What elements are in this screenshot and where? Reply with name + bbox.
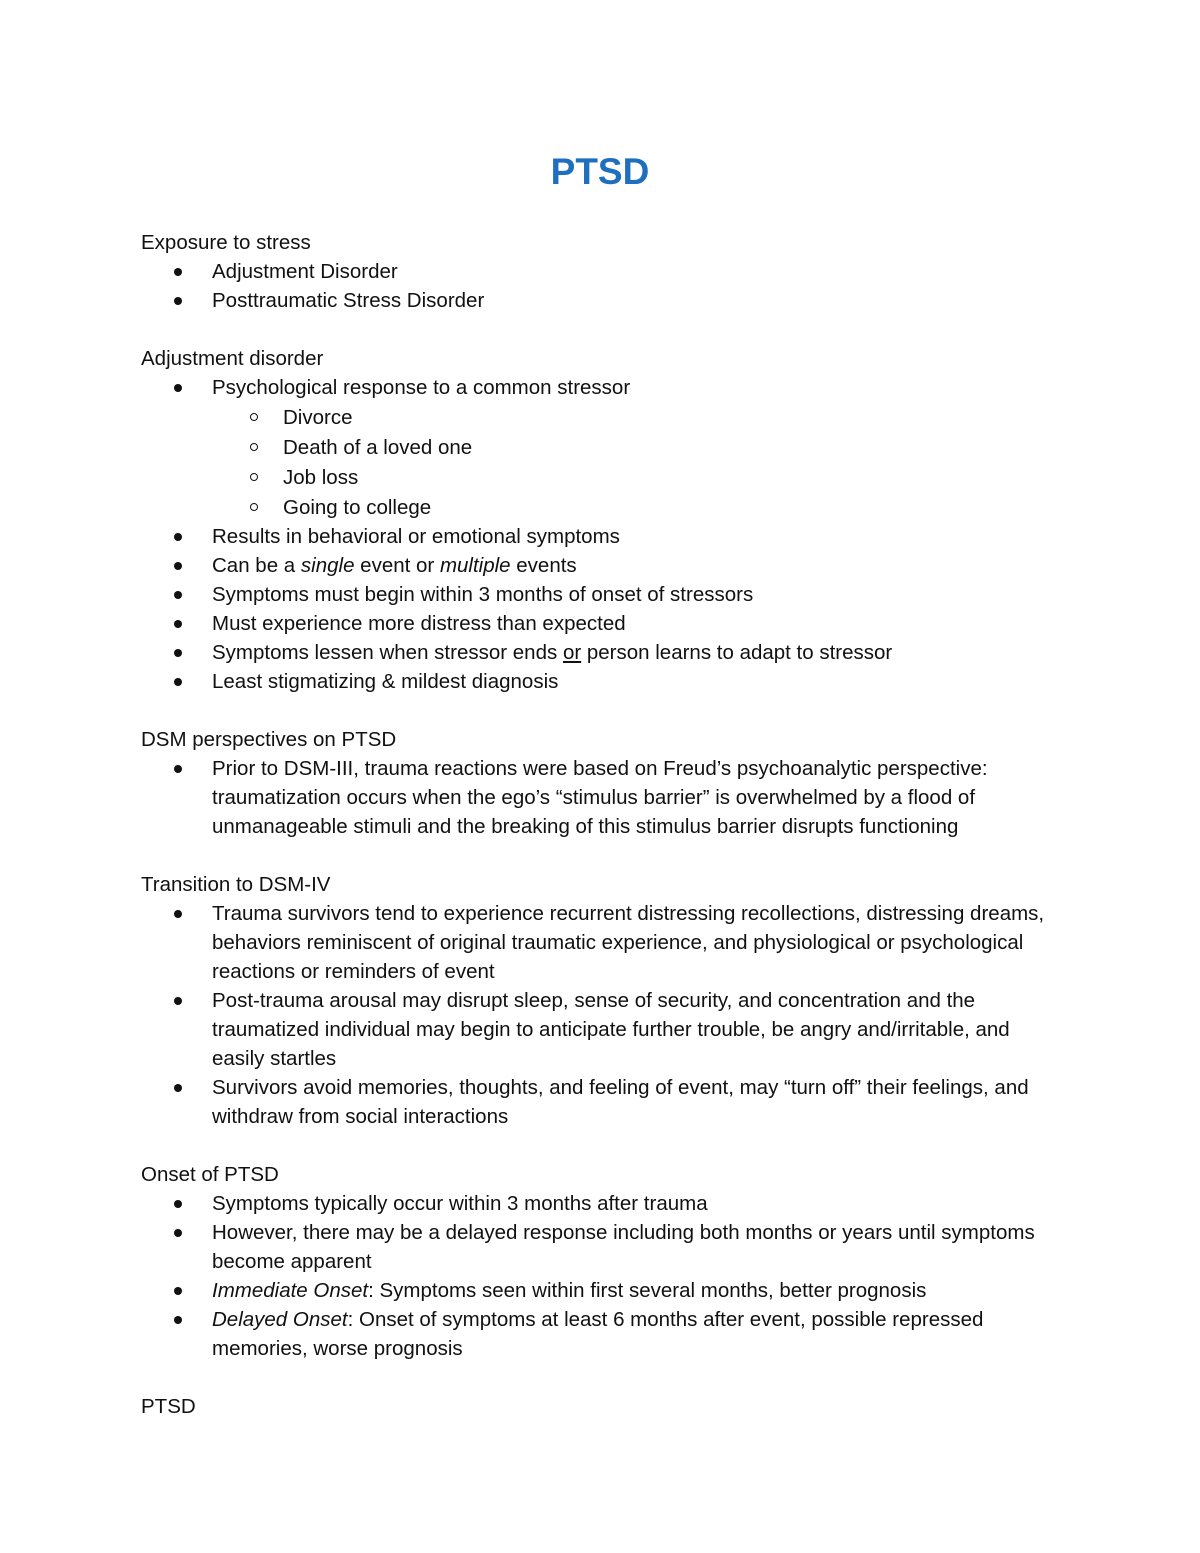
bullet-text-part: event or — [354, 554, 440, 577]
document-title: PTSD — [550, 151, 650, 192]
bullet-item — [212, 580, 1061, 609]
bullet-item — [212, 609, 1061, 638]
bullet-icon — [174, 1287, 182, 1295]
bullet-text-part: single — [300, 554, 355, 577]
sub-bullet-text: Divorce — [283, 406, 353, 429]
bullet-icon — [174, 1084, 182, 1092]
bullet-item — [212, 1276, 1061, 1305]
section-heading: Transition to DSM-IV — [141, 873, 331, 896]
sub-bullet-text: Death of a loved one — [283, 436, 473, 459]
sub-bullet-item — [283, 433, 1061, 462]
bullet-text-part: Delayed Onset — [212, 1308, 348, 1331]
bullet-text: Adjustment Disorder — [212, 260, 398, 283]
bullet-icon — [174, 1316, 182, 1324]
bullet-text: Survivors avoid memories, thoughts, and feeling of event, may “turn off” their feelings, and withdraw from social interactions — [212, 1076, 1029, 1128]
bullet-text: Symptoms must begin within 3 months of onset of stressors — [212, 583, 754, 606]
bullet-text: Posttraumatic Stress Disorder — [212, 289, 485, 312]
section — [141, 228, 1061, 315]
section — [141, 344, 1061, 696]
document-body — [141, 228, 1061, 1450]
sub-bullet-item — [283, 493, 1061, 522]
section — [141, 725, 1061, 841]
section-heading: Adjustment disorder — [141, 347, 324, 370]
bullet-icon — [174, 678, 182, 686]
bullet-text: Results in behavioral or emotional symptoms — [212, 525, 620, 548]
bullet-text: Prior to DSM-III, trauma reactions were based on Freud’s psychoanalytic perspective: traumatization occurs when the ego’s “stimulus barrier” is overwhelmed by a flood of unmanageable stimuli and the breaking of this stimulus barrier disrupts functioning — [212, 757, 988, 838]
bullet-text: Must experience more distress than expected — [212, 612, 626, 635]
bullet-text: Symptoms typically occur within 3 months after trauma — [212, 1192, 708, 1215]
bullet-text-part: Symptoms lessen when stressor ends — [212, 641, 563, 664]
bullet-item — [212, 1218, 1061, 1276]
bullet-text: Post-trauma arousal may disrupt sleep, sense of security, and concentration and the traumatized individual may begin to anticipate further trouble, be angry and/irritable, and easily startles — [212, 989, 1010, 1070]
hollow-bullet-icon — [250, 443, 258, 451]
bullet-icon — [174, 562, 182, 570]
bullet-icon — [174, 297, 182, 305]
bullet-text-part: Immediate Onset — [212, 1279, 369, 1302]
bullet-item — [212, 257, 1061, 286]
bullet-text-part: person learns to adapt to stressor — [581, 641, 893, 664]
bullet-item — [212, 638, 1061, 667]
bullet-icon — [174, 268, 182, 276]
bullet-icon — [174, 1229, 182, 1237]
section-heading: PTSD — [141, 1395, 196, 1418]
bullet-item — [212, 286, 1061, 315]
bullet-text-part: : Onset of symptoms at least 6 months after event, possible repressed memories, worse prognosis — [212, 1308, 984, 1360]
bullet-list — [141, 373, 1061, 696]
bullet-text-part: multiple — [439, 554, 511, 577]
bullet-text: Least stigmatizing & mildest diagnosis — [212, 670, 559, 693]
bullet-item — [212, 754, 1061, 841]
bullet-item — [212, 1073, 1061, 1131]
section-heading: Exposure to stress — [141, 231, 311, 254]
section — [141, 1392, 1061, 1421]
bullet-text: However, there may be a delayed response including both months or years until symptoms become apparent — [212, 1221, 1035, 1273]
bullet-item — [212, 373, 1061, 522]
bullet-list — [141, 257, 1061, 315]
bullet-list — [141, 899, 1061, 1131]
bullet-text-part: : Symptoms seen within first several months, better prognosis — [368, 1279, 927, 1302]
bullet-list — [141, 1189, 1061, 1363]
bullet-icon — [174, 649, 182, 657]
bullet-item — [212, 1305, 1061, 1363]
bullet-text-part: or — [562, 641, 582, 664]
sub-bullet-item — [283, 463, 1061, 492]
bullet-text-part: events — [510, 554, 577, 577]
bullet-icon — [174, 620, 182, 628]
bullet-item — [212, 899, 1061, 986]
bullet-icon — [174, 1200, 182, 1208]
sub-bullet-text: Going to college — [283, 496, 432, 519]
bullet-list — [141, 754, 1061, 841]
bullet-icon — [174, 910, 182, 918]
section — [141, 870, 1061, 1131]
bullet-text: Trauma survivors tend to experience recurrent distressing recollections, distressing dreams, behaviors reminiscent of original traumatic experience, and physiological or psychological reactions or reminders of event — [212, 902, 1045, 983]
bullet-item — [212, 551, 1061, 580]
bullet-text: Psychological response to a common stressor — [212, 376, 631, 399]
bullet-icon — [174, 533, 182, 541]
bullet-item — [212, 667, 1061, 696]
sub-bullet-item — [283, 403, 1061, 432]
bullet-item — [212, 522, 1061, 551]
hollow-bullet-icon — [250, 503, 258, 511]
bullet-icon — [174, 384, 182, 392]
section — [141, 1160, 1061, 1363]
bullet-item — [212, 986, 1061, 1073]
bullet-item — [212, 1189, 1061, 1218]
bullet-icon — [174, 591, 182, 599]
section-heading: Onset of PTSD — [141, 1163, 279, 1186]
bullet-icon — [174, 765, 182, 773]
section-heading: DSM perspectives on PTSD — [141, 728, 397, 751]
sub-bullet-text: Job loss — [283, 466, 359, 489]
bullet-text-part: Can be a — [212, 554, 301, 577]
sub-bullet-list — [212, 403, 1061, 522]
hollow-bullet-icon — [250, 473, 258, 481]
hollow-bullet-icon — [250, 413, 258, 421]
bullet-icon — [174, 997, 182, 1005]
